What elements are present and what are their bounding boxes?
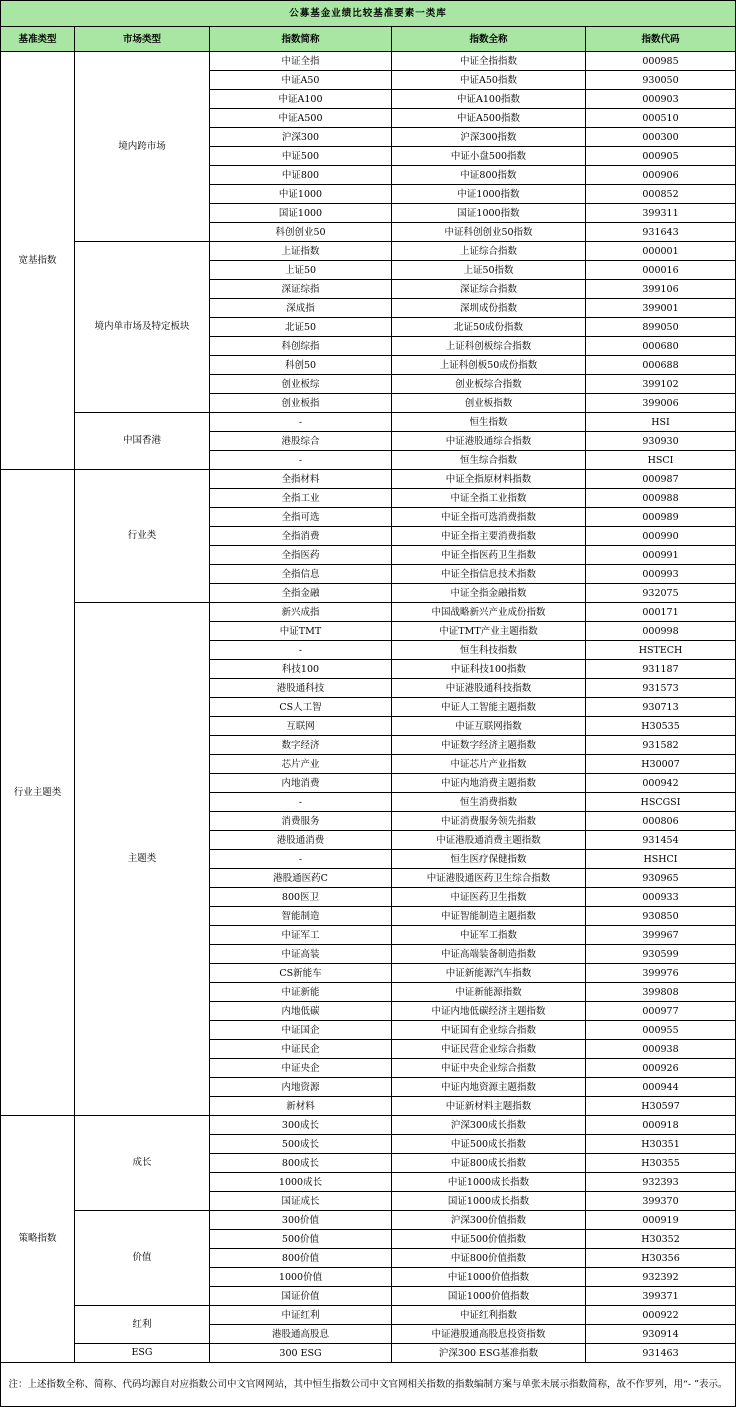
index-short-name-cell: 智能制造	[210, 907, 392, 926]
index-short-name-cell: 科技100	[210, 660, 392, 679]
index-full-name-cell: 中证新材料主题指数	[392, 1097, 586, 1116]
index-code-cell: 000905	[586, 147, 736, 166]
index-short-name-cell: 科创综指	[210, 337, 392, 356]
index-code-cell: 000906	[586, 166, 736, 185]
index-short-name-cell: 中证央企	[210, 1059, 392, 1078]
index-short-name-cell: 国证1000	[210, 204, 392, 223]
index-short-name-cell: 中证A500	[210, 109, 392, 128]
index-short-name-cell: 上证50	[210, 261, 392, 280]
index-short-name-cell: 中证1000	[210, 185, 392, 204]
index-code-cell: HSHCI	[586, 850, 736, 869]
index-full-name-cell: 中证A50指数	[392, 71, 586, 90]
header-index-short-name: 指数简称	[210, 27, 392, 52]
index-short-name-cell: 消费服务	[210, 812, 392, 831]
market-type-cell: 境内跨市场	[75, 52, 210, 242]
index-full-name-cell: 中证内地低碳经济主题指数	[392, 1002, 586, 1021]
index-code-cell: 930965	[586, 869, 736, 888]
index-code-cell: 000942	[586, 774, 736, 793]
index-full-name-cell: 中证800价值指数	[392, 1249, 586, 1268]
index-full-name-cell: 深证综合指数	[392, 280, 586, 299]
index-code-cell: 000933	[586, 888, 736, 907]
index-full-name-cell: 沪深300成长指数	[392, 1116, 586, 1135]
index-short-name-cell: 深成指	[210, 299, 392, 318]
index-short-name-cell: 全指信息	[210, 565, 392, 584]
index-short-name-cell: 中证A100	[210, 90, 392, 109]
index-short-name-cell: 科创创业50	[210, 223, 392, 242]
index-code-cell: H30355	[586, 1154, 736, 1173]
table-row	[1, 1344, 736, 1363]
index-code-cell: 000919	[586, 1211, 736, 1230]
index-code-cell: HSTECH	[586, 641, 736, 660]
index-full-name-cell: 中证全指可选消费指数	[392, 508, 586, 527]
index-short-name-cell: 500价值	[210, 1230, 392, 1249]
index-full-name-cell: 中证全指指数	[392, 52, 586, 71]
index-code-cell: 000985	[586, 52, 736, 71]
index-full-name-cell: 中证内地资源主题指数	[392, 1078, 586, 1097]
index-short-name-cell: 深证综指	[210, 280, 392, 299]
index-code-cell: 931454	[586, 831, 736, 850]
table-row	[1, 1116, 736, 1135]
index-short-name-cell: 中证A50	[210, 71, 392, 90]
index-short-name-cell: -	[210, 451, 392, 470]
index-code-cell: 000993	[586, 565, 736, 584]
index-code-cell: H30535	[586, 717, 736, 736]
index-code-cell: 399371	[586, 1287, 736, 1306]
index-short-name-cell: 港股通科技	[210, 679, 392, 698]
index-full-name-cell: 深圳成份指数	[392, 299, 586, 318]
index-short-name-cell: 内地消费	[210, 774, 392, 793]
header-index-full-name: 指数全称	[392, 27, 586, 52]
index-full-name-cell: 中证800成长指数	[392, 1154, 586, 1173]
market-type-cell: 价值	[75, 1211, 210, 1306]
index-code-cell: 000688	[586, 356, 736, 375]
index-code-cell: 930850	[586, 907, 736, 926]
index-full-name-cell: 中证800指数	[392, 166, 586, 185]
footnote: 注：上述指数全称、简称、代码均源自对应指数公司中文官网网站，其中恒生指数公司中文官网相关指数的指数编制方案与单张未展示指数简称，故不作罗列，用“- ”表示。	[1, 1363, 736, 1407]
index-short-name-cell: 北证50	[210, 318, 392, 337]
index-full-name-cell: 中证A100指数	[392, 90, 586, 109]
index-code-cell: 399976	[586, 964, 736, 983]
table-title: 公募基金业绩比较基准要素一类库	[1, 1, 736, 27]
index-code-cell: 932075	[586, 584, 736, 603]
index-code-cell: H30352	[586, 1230, 736, 1249]
index-short-name-cell: 国证成长	[210, 1192, 392, 1211]
market-type-cell: 成长	[75, 1116, 210, 1211]
index-code-cell: 399370	[586, 1192, 736, 1211]
index-short-name-cell: 全指医药	[210, 546, 392, 565]
index-full-name-cell: 国证1000成长指数	[392, 1192, 586, 1211]
index-code-cell: 899050	[586, 318, 736, 337]
index-full-name-cell: 中证全指信息技术指数	[392, 565, 586, 584]
index-short-name-cell: 800价值	[210, 1249, 392, 1268]
index-short-name-cell: CS新能车	[210, 964, 392, 983]
index-full-name-cell: 中证500价值指数	[392, 1230, 586, 1249]
index-short-name-cell: 300成长	[210, 1116, 392, 1135]
index-short-name-cell: 港股综合	[210, 432, 392, 451]
index-code-cell: 932392	[586, 1268, 736, 1287]
index-full-name-cell: 中证数字经济主题指数	[392, 736, 586, 755]
index-full-name-cell: 中证民营企业综合指数	[392, 1040, 586, 1059]
index-code-cell: 399102	[586, 375, 736, 394]
index-short-name-cell: 科创50	[210, 356, 392, 375]
index-short-name-cell: -	[210, 850, 392, 869]
index-code-cell: HSI	[586, 413, 736, 432]
index-code-cell: 930713	[586, 698, 736, 717]
index-code-cell: HSCI	[586, 451, 736, 470]
index-short-name-cell: 中证高装	[210, 945, 392, 964]
index-full-name-cell: 中证高端装备制造指数	[392, 945, 586, 964]
index-short-name-cell: -	[210, 641, 392, 660]
index-full-name-cell: 中证国有企业综合指数	[392, 1021, 586, 1040]
index-code-cell: 399001	[586, 299, 736, 318]
index-short-name-cell: 500成长	[210, 1135, 392, 1154]
index-full-name-cell: 中证全指金融指数	[392, 584, 586, 603]
index-short-name-cell: 新材料	[210, 1097, 392, 1116]
index-full-name-cell: 中证医药卫生指数	[392, 888, 586, 907]
index-code-cell: 000955	[586, 1021, 736, 1040]
index-code-cell: 000001	[586, 242, 736, 261]
index-full-name-cell: 中证港股通消费主题指数	[392, 831, 586, 850]
index-short-name-cell: 港股通医药C	[210, 869, 392, 888]
index-full-name-cell: 恒生医疗保健指数	[392, 850, 586, 869]
index-code-cell: 930050	[586, 71, 736, 90]
index-full-name-cell: 中证港股通科技指数	[392, 679, 586, 698]
index-short-name-cell: 创业板指	[210, 394, 392, 413]
index-short-name-cell: 中证新能	[210, 983, 392, 1002]
index-full-name-cell: 国证1000指数	[392, 204, 586, 223]
index-full-name-cell: 中证1000成长指数	[392, 1173, 586, 1192]
index-code-cell: 931187	[586, 660, 736, 679]
index-code-cell: 000990	[586, 527, 736, 546]
index-full-name-cell: 中证港股通医药卫生综合指数	[392, 869, 586, 888]
index-short-name-cell: 中证800	[210, 166, 392, 185]
table-row	[1, 1211, 736, 1230]
index-short-name-cell: 全指工业	[210, 489, 392, 508]
index-code-cell: 000998	[586, 622, 736, 641]
table-row	[1, 52, 736, 71]
benchmark-type-cell: 行业主题类	[1, 470, 75, 1116]
index-code-cell: 399006	[586, 394, 736, 413]
index-short-name-cell: 中证民企	[210, 1040, 392, 1059]
index-full-name-cell: 沪深300指数	[392, 128, 586, 147]
index-short-name-cell: 上证指数	[210, 242, 392, 261]
index-code-cell: 000016	[586, 261, 736, 280]
index-short-name-cell: 港股通高股息	[210, 1325, 392, 1344]
index-short-name-cell: 全指消费	[210, 527, 392, 546]
index-full-name-cell: 中证港股通综合指数	[392, 432, 586, 451]
index-code-cell: 931582	[586, 736, 736, 755]
header-benchmark-type: 基准类型	[1, 27, 75, 52]
market-type-cell: 主题类	[75, 603, 210, 1116]
index-code-cell: 000903	[586, 90, 736, 109]
index-full-name-cell: 中证全指原材料指数	[392, 470, 586, 489]
index-full-name-cell: 沪深300价值指数	[392, 1211, 586, 1230]
index-code-cell: 930914	[586, 1325, 736, 1344]
index-short-name-cell: 中证军工	[210, 926, 392, 945]
index-short-name-cell: 全指金融	[210, 584, 392, 603]
market-type-cell: 境内单市场及特定板块	[75, 242, 210, 413]
table-row	[1, 413, 736, 432]
index-code-cell: 930599	[586, 945, 736, 964]
index-full-name-cell: 恒生指数	[392, 413, 586, 432]
index-short-name-cell: 1000价值	[210, 1268, 392, 1287]
index-short-name-cell: 沪深300	[210, 128, 392, 147]
index-short-name-cell: -	[210, 793, 392, 812]
index-full-name-cell: 中证港股通高股息投资指数	[392, 1325, 586, 1344]
header-index-code: 指数代码	[586, 27, 736, 52]
index-code-cell: H30351	[586, 1135, 736, 1154]
index-code-cell: HSCGSI	[586, 793, 736, 812]
index-full-name-cell: 中证科创创业50指数	[392, 223, 586, 242]
index-full-name-cell: 中证互联网指数	[392, 717, 586, 736]
index-short-name-cell: 1000成长	[210, 1173, 392, 1192]
index-code-cell: 000926	[586, 1059, 736, 1078]
market-type-cell: ESG	[75, 1344, 210, 1363]
index-code-cell: 930930	[586, 432, 736, 451]
index-short-name-cell: 中证国企	[210, 1021, 392, 1040]
index-short-name-cell: 芯片产业	[210, 755, 392, 774]
index-short-name-cell: 中证全指	[210, 52, 392, 71]
index-full-name-cell: 北证50成份指数	[392, 318, 586, 337]
title-row	[1, 1, 736, 27]
index-full-name-cell: 中证科技100指数	[392, 660, 586, 679]
index-full-name-cell: 上证综合指数	[392, 242, 586, 261]
index-full-name-cell: 中证人工智能主题指数	[392, 698, 586, 717]
index-short-name-cell: 互联网	[210, 717, 392, 736]
index-code-cell: 000680	[586, 337, 736, 356]
index-code-cell: 000918	[586, 1116, 736, 1135]
index-code-cell: 931463	[586, 1344, 736, 1363]
index-full-name-cell: 上证科创板综合指数	[392, 337, 586, 356]
index-full-name-cell: 创业板指数	[392, 394, 586, 413]
index-full-name-cell: 中证A500指数	[392, 109, 586, 128]
header-market-type: 市场类型	[75, 27, 210, 52]
index-code-cell: 000510	[586, 109, 736, 128]
index-code-cell: H30597	[586, 1097, 736, 1116]
market-type-cell: 行业类	[75, 470, 210, 603]
index-full-name-cell: 中证军工指数	[392, 926, 586, 945]
index-code-cell: H30007	[586, 755, 736, 774]
index-short-name-cell: CS人工智	[210, 698, 392, 717]
note-row	[1, 1363, 736, 1407]
index-full-name-cell: 中证全指主要消费指数	[392, 527, 586, 546]
index-full-name-cell: 中证新能源指数	[392, 983, 586, 1002]
index-short-name-cell: 内地资源	[210, 1078, 392, 1097]
market-type-cell: 中国香港	[75, 413, 210, 470]
index-code-cell: 931643	[586, 223, 736, 242]
index-short-name-cell: 中证TMT	[210, 622, 392, 641]
header-row	[1, 27, 736, 52]
index-short-name-cell: 新兴成指	[210, 603, 392, 622]
index-full-name-cell: 中证新能源汽车指数	[392, 964, 586, 983]
index-short-name-cell: 300 ESG	[210, 1344, 392, 1363]
index-full-name-cell: 恒生科技指数	[392, 641, 586, 660]
index-code-cell: 000852	[586, 185, 736, 204]
index-short-name-cell: -	[210, 413, 392, 432]
index-full-name-cell: 中证500成长指数	[392, 1135, 586, 1154]
index-short-name-cell: 800医卫	[210, 888, 392, 907]
index-code-cell: 399967	[586, 926, 736, 945]
index-full-name-cell: 中证全指工业指数	[392, 489, 586, 508]
index-short-name-cell: 全指材料	[210, 470, 392, 489]
index-full-name-cell: 沪深300 ESG基准指数	[392, 1344, 586, 1363]
benchmark-type-cell: 策略指数	[1, 1116, 75, 1363]
index-code-cell: 000922	[586, 1306, 736, 1325]
index-short-name-cell: 创业板综	[210, 375, 392, 394]
index-full-name-cell: 中证芯片产业指数	[392, 755, 586, 774]
index-full-name-cell: 上证50指数	[392, 261, 586, 280]
index-short-name-cell: 全指可选	[210, 508, 392, 527]
index-code-cell: 399311	[586, 204, 736, 223]
table-row	[1, 1306, 736, 1325]
index-code-cell: 000987	[586, 470, 736, 489]
index-full-name-cell: 中国战略新兴产业成份指数	[392, 603, 586, 622]
index-code-cell: 000991	[586, 546, 736, 565]
index-code-cell: 931573	[586, 679, 736, 698]
index-full-name-cell: 中证TMT产业主题指数	[392, 622, 586, 641]
index-code-cell: 000300	[586, 128, 736, 147]
index-code-cell: 000938	[586, 1040, 736, 1059]
index-full-name-cell: 恒生消费指数	[392, 793, 586, 812]
index-full-name-cell: 恒生综合指数	[392, 451, 586, 470]
index-code-cell: 000977	[586, 1002, 736, 1021]
index-code-cell: 399106	[586, 280, 736, 299]
index-code-cell: 000988	[586, 489, 736, 508]
index-short-name-cell: 800成长	[210, 1154, 392, 1173]
market-type-cell: 红利	[75, 1306, 210, 1344]
index-full-name-cell: 上证科创板50成份指数	[392, 356, 586, 375]
index-full-name-cell: 中证中央企业综合指数	[392, 1059, 586, 1078]
index-code-cell: 399808	[586, 983, 736, 1002]
index-code-cell: 000989	[586, 508, 736, 527]
index-full-name-cell: 中证1000指数	[392, 185, 586, 204]
index-short-name-cell: 中证500	[210, 147, 392, 166]
index-short-name-cell: 内地低碳	[210, 1002, 392, 1021]
index-full-name-cell: 中证1000价值指数	[392, 1268, 586, 1287]
index-full-name-cell: 中证小盘500指数	[392, 147, 586, 166]
index-code-cell: H30356	[586, 1249, 736, 1268]
index-full-name-cell: 创业板综合指数	[392, 375, 586, 394]
benchmark-type-cell: 宽基指数	[1, 52, 75, 470]
index-full-name-cell: 中证消费服务领先指数	[392, 812, 586, 831]
index-full-name-cell: 中证智能制造主题指数	[392, 907, 586, 926]
table-row	[1, 603, 736, 622]
index-short-name-cell: 国证价值	[210, 1287, 392, 1306]
index-short-name-cell: 中证红利	[210, 1306, 392, 1325]
index-full-name-cell: 国证1000价值指数	[392, 1287, 586, 1306]
index-code-cell: 000171	[586, 603, 736, 622]
table-row	[1, 242, 736, 261]
index-code-cell: 932393	[586, 1173, 736, 1192]
index-full-name-cell: 中证全指医药卫生指数	[392, 546, 586, 565]
index-full-name-cell: 中证内地消费主题指数	[392, 774, 586, 793]
index-code-cell: 000944	[586, 1078, 736, 1097]
index-short-name-cell: 港股通消费	[210, 831, 392, 850]
index-short-name-cell: 数字经济	[210, 736, 392, 755]
index-code-cell: 000806	[586, 812, 736, 831]
table-row	[1, 470, 736, 489]
index-short-name-cell: 300价值	[210, 1211, 392, 1230]
index-full-name-cell: 中证红利指数	[392, 1306, 586, 1325]
